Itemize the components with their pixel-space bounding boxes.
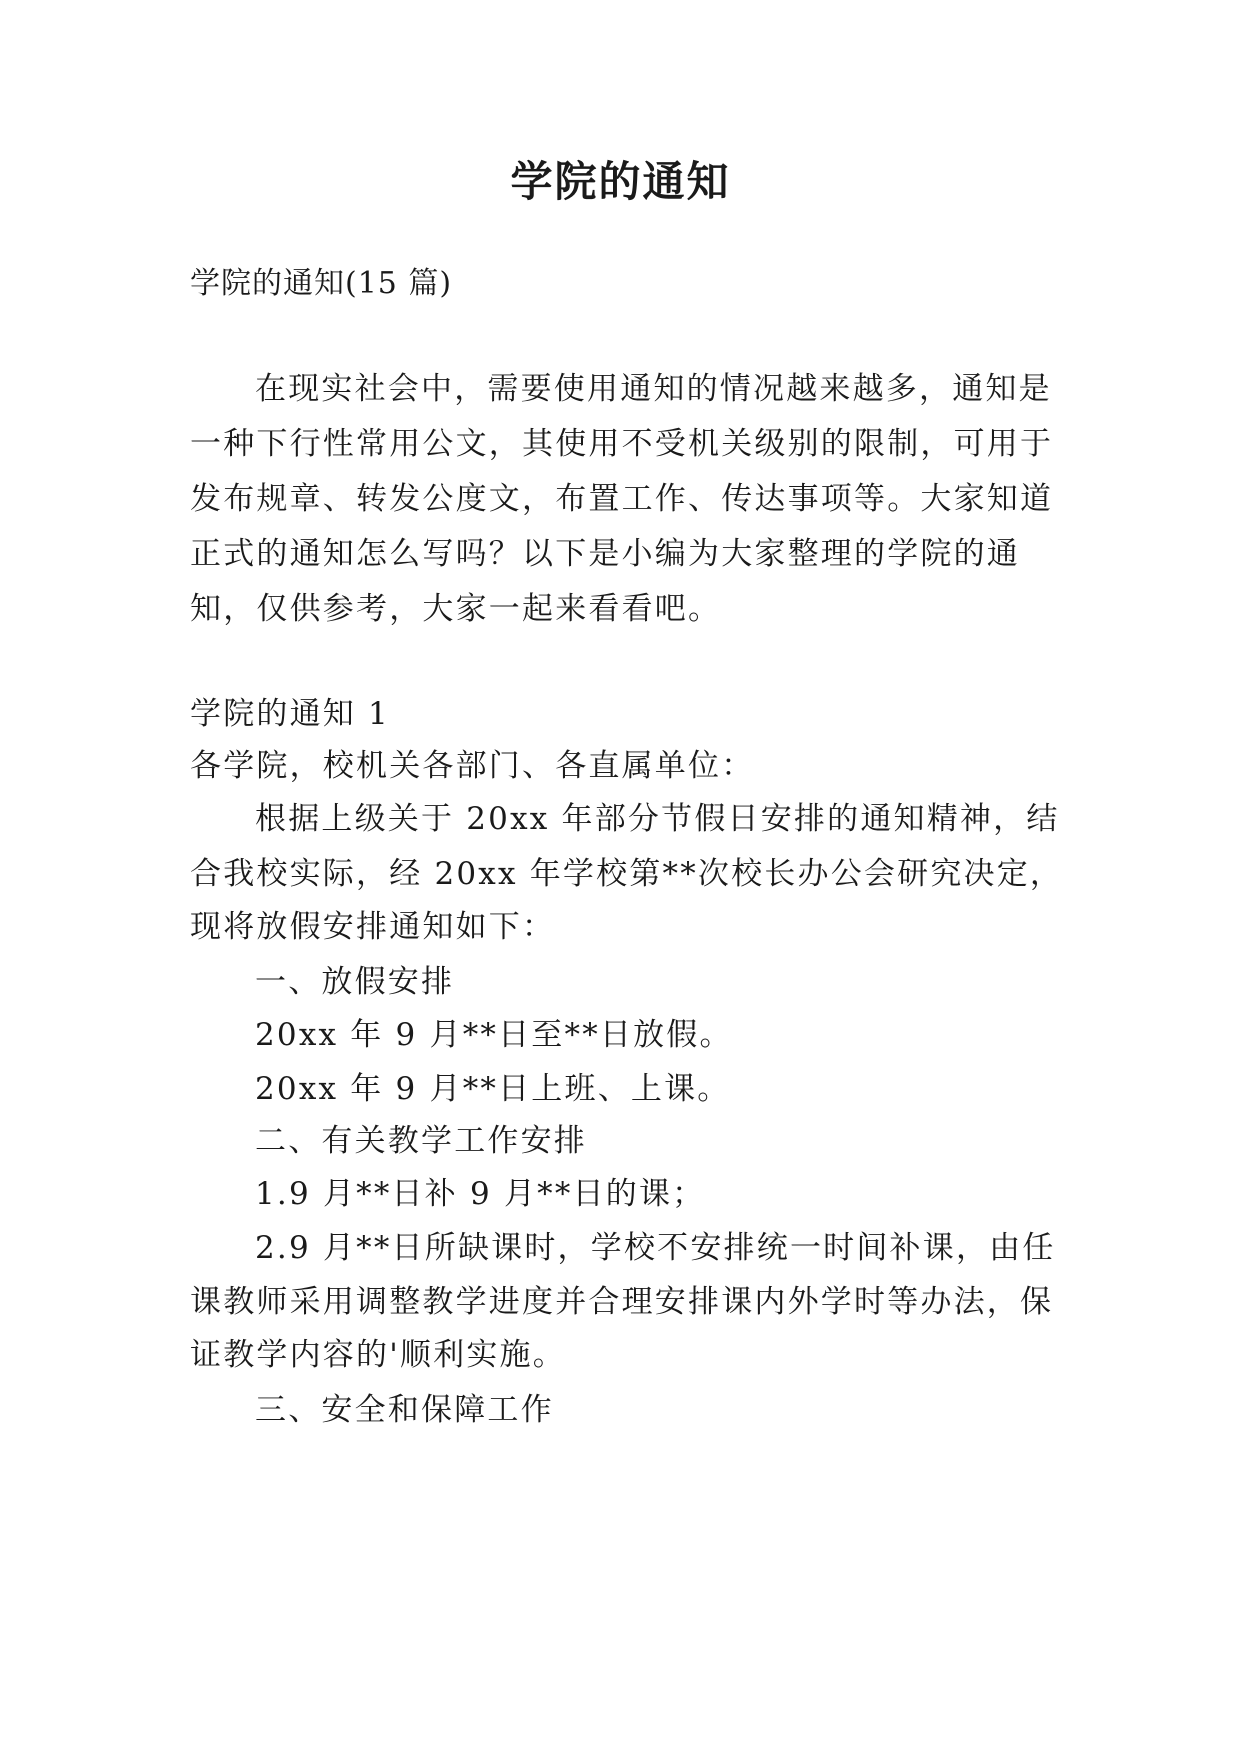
body-line-8: 课教师采用调整教学进度并合理安排课内外学时等办法，保 [190, 1284, 1054, 1320]
body-line-2: 合我校实际，经 20xx 年学校第**次校长办公会研究决定， [190, 856, 1064, 892]
body-heading-2: 二、有关教学工作安排 [255, 1123, 587, 1159]
body-line-3: 现将放假安排通知如下： [190, 909, 556, 945]
intro-line-3: 发布规章、转发公度文，布置工作、传达事项等。大家知道 [190, 481, 1054, 517]
intro-line-1: 在现实社会中，需要使用通知的情况越来越多，通知是 [255, 371, 1052, 407]
document-subtitle: 学院的通知(15 篇) [190, 266, 453, 301]
body-line-6: 1.9 月**日补 9 月**日的课； [255, 1176, 706, 1212]
body-line-4: 20xx 年 9 月**日至**日放假。 [255, 1017, 733, 1053]
document-title: 学院的通知 [510, 157, 731, 206]
body-line-7: 2.9 月**日所缺课时，学校不安排统一时间补课，由任 [255, 1230, 1056, 1266]
intro-line-5: 知，仅供参考，大家一起来看看吧。 [190, 591, 722, 627]
body-line-1: 根据上级关于 20xx 年部分节假日安排的通知精神，结 [255, 801, 1060, 837]
section-title: 学院的通知 1 [190, 696, 390, 732]
body-heading-1: 一、放假安排 [255, 964, 455, 1000]
body-line-9: 证教学内容的'顺利实施。 [190, 1337, 566, 1373]
salutation: 各学院，校机关各部门、各直属单位： [190, 748, 755, 784]
intro-line-2: 一种下行性常用公文，其使用不受机关级别的限制，可用于 [190, 426, 1054, 462]
body-line-5: 20xx 年 9 月**日上班、上课。 [255, 1071, 731, 1107]
intro-line-4: 正式的通知怎么写吗？以下是小编为大家整理的学院的通 [190, 536, 1020, 572]
body-heading-3: 三、安全和保障工作 [255, 1392, 554, 1428]
